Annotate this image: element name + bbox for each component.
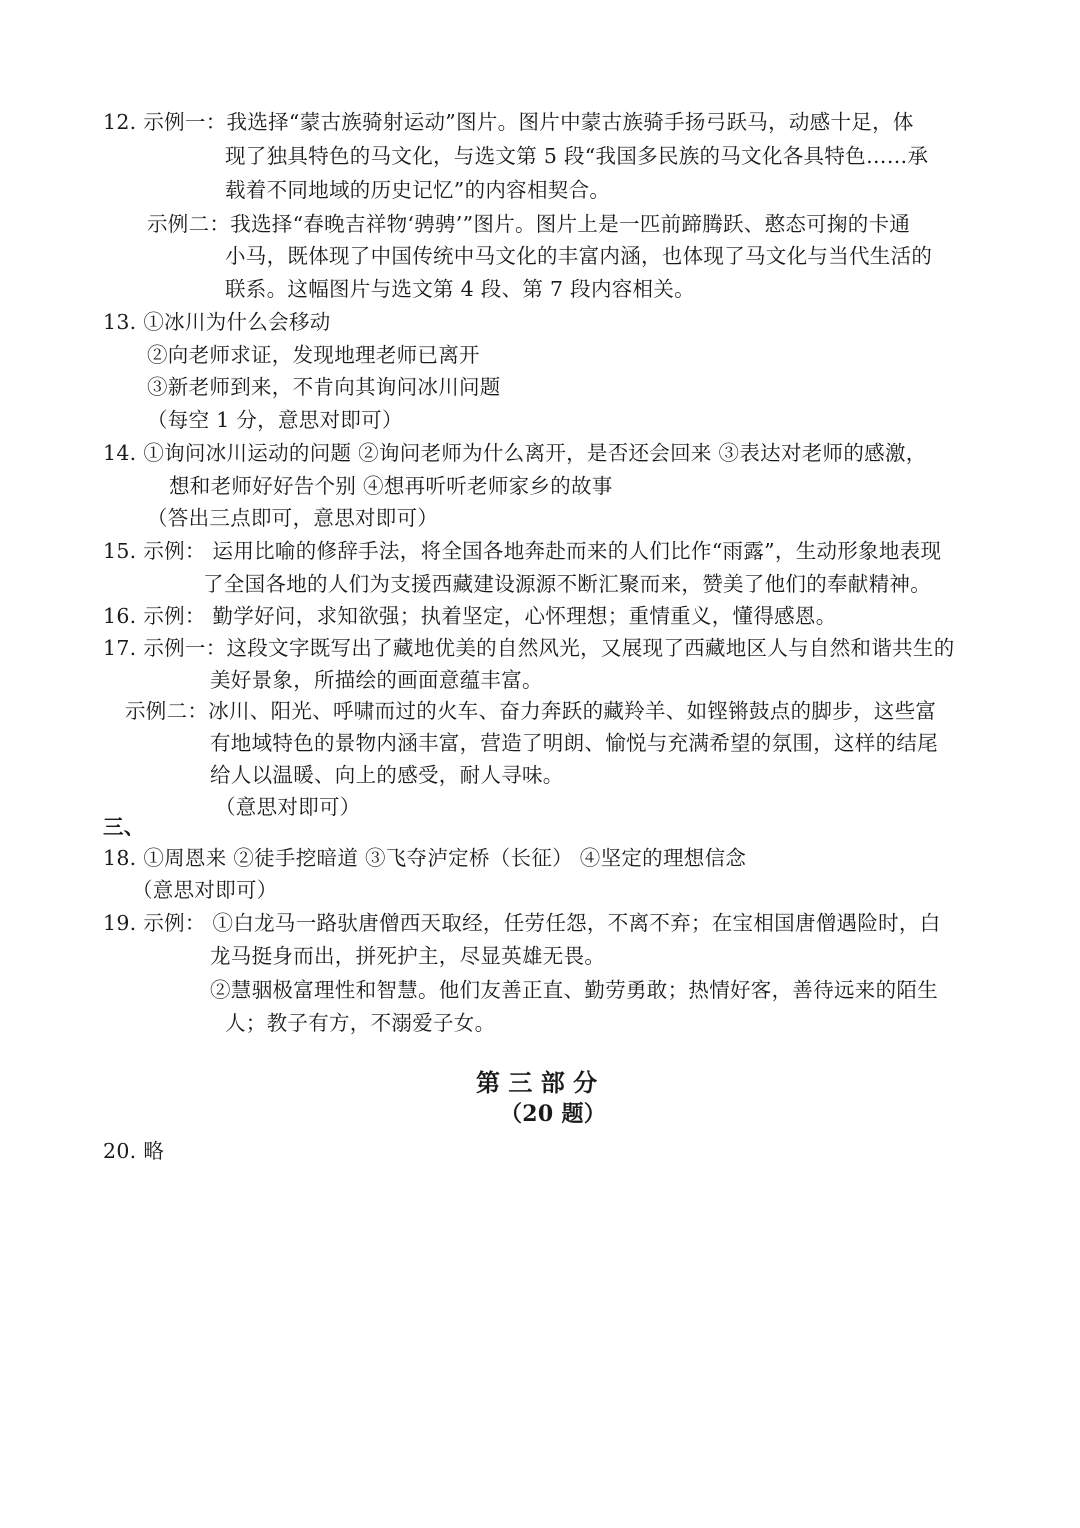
q18-line-1: 18. ①周恩来 ②徒手挖暗道 ③飞夺泸定桥（长征） ④坚定的理想信念 (103, 846, 747, 870)
q19-line-1: 19. 示例： ①白龙马一路驮唐僧西天取经，任劳任怨，不离不弃；在宝相国唐僧遇险时，白 (103, 911, 941, 935)
q14-line-1: 14. ①询问冰川运动的问题 ②询问老师为什么离开，是否还会回来 ③表达对老师的感激， (103, 441, 927, 465)
q12-line-1: 12. 示例一：我选择“蒙古族骑射运动”图片。图片中蒙古族骑手扬弓跃马，动感十足，体 (103, 110, 914, 134)
q17-line-6: （意思对即可） (215, 795, 361, 819)
section-3-heading: 三、 (103, 815, 145, 839)
q12-line-5: 小马，既体现了中国传统中马文化的丰富内涵，也体现了马文化与当代生活的 (225, 244, 933, 268)
part-3-subtitle: （20 题） (500, 1101, 607, 1127)
q12-line-2: 现了独具特色的马文化，与选文第 5 段“我国多民族的马文化各具特色……承 (225, 144, 929, 168)
q12-line-4: 示例二：我选择“春晚吉祥物‘骋骋’”图片。图片上是一匹前蹄腾跃、憨态可掬的卡通 (147, 212, 911, 236)
q14-line-3: （答出三点即可，意思对即可） (147, 506, 439, 530)
q19-line-2: 龙马挺身而出，拼死护主，尽显英雄无畏。 (210, 944, 606, 968)
q18-line-2: （意思对即可） (132, 878, 278, 902)
q15-line-2: 了全国各地的人们为支援西藏建设源源不断汇聚而来，赞美了他们的奉献精神。 (203, 572, 931, 596)
q13-line-2: ②向老师求证，发现地理老师已离开 (147, 343, 480, 367)
q12-line-3: 载着不同地域的历史记忆”的内容相契合。 (225, 178, 611, 202)
q17-line-2: 美好景象，所描绘的画面意蕴丰富。 (210, 668, 543, 692)
q17-line-3: 示例二：冰川、阳光、呼啸而过的火车、奋力奔跃的藏羚羊、如铿锵鼓点的脚步，这些富 (125, 699, 937, 723)
q16-line-1: 16. 示例： 勤学好问，求知欲强；执着坚定，心怀理想；重情重义，懂得感恩。 (103, 604, 837, 628)
q13-line-3: ③新老师到来，不肯向其询问冰川问题 (147, 375, 501, 399)
q19-line-3: ②慧骃极富理性和智慧。他们友善正直、勤劳勇敢；热情好客，善待远来的陌生 (210, 978, 938, 1002)
q19-line-4: 人；教子有方，不溺爱子女。 (225, 1011, 496, 1035)
q17-line-5: 给人以温暖、向上的感受，耐人寻味。 (210, 763, 564, 787)
q17-line-4: 有地域特色的景物内涵丰富，营造了明朗、愉悦与充满希望的氛围，这样的结尾 (210, 731, 938, 755)
q12-line-6: 联系。这幅图片与选文第 4 段、第 7 段内容相关。 (225, 277, 695, 301)
q13-line-1: 13. ①冰川为什么会移动 (103, 310, 331, 334)
q13-line-4: （每空 1 分，意思对即可） (147, 408, 403, 432)
part-3-title: 第 三 部 分 (476, 1068, 598, 1097)
q15-line-1: 15. 示例： 运用比喻的修辞手法，将全国各地奔赴而来的人们比作“雨露”，生动形象地表现 (103, 539, 942, 563)
q17-line-1: 17. 示例一：这段文字既写出了藏地优美的自然风光，又展现了西藏地区人与自然和谐共生的 (103, 636, 955, 660)
q20-line-1: 20. 略 (103, 1139, 165, 1163)
q14-line-2: 想和老师好好告个别 ④想再听听老师家乡的故事 (169, 474, 613, 498)
